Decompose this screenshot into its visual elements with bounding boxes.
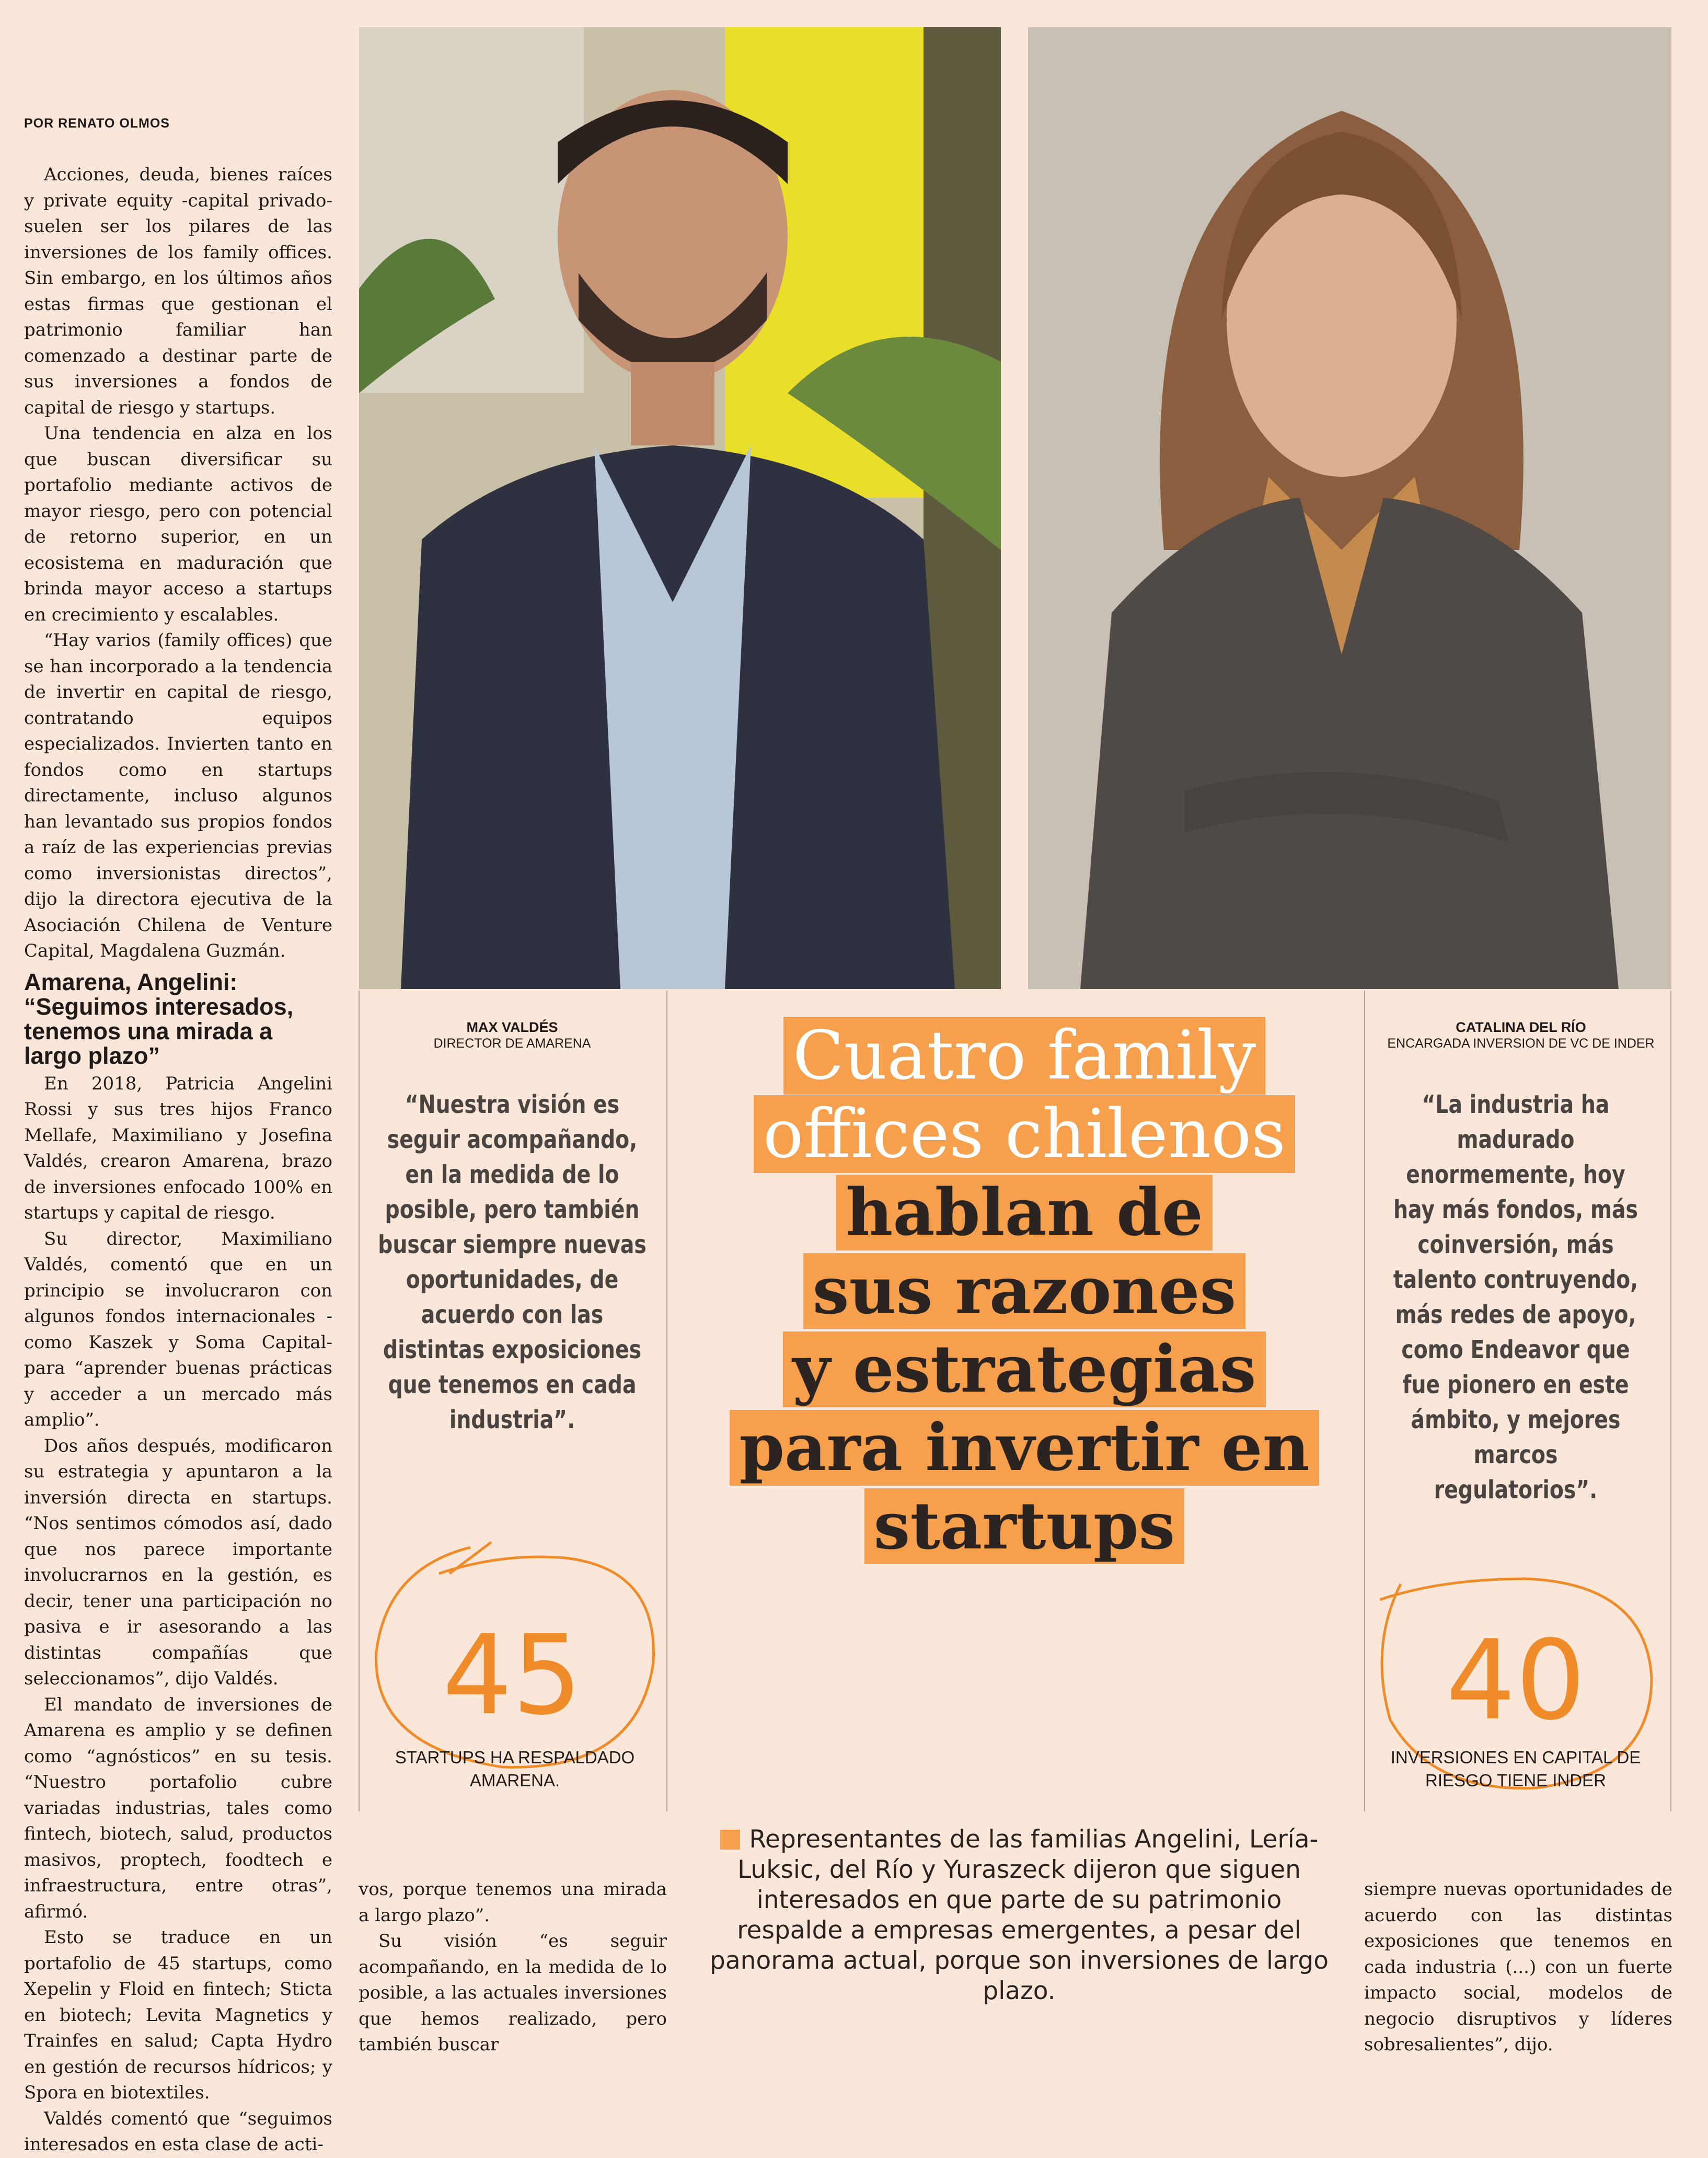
paragraph: El mandato de inversiones de Amarena es amplio y se definen como “agnósticos” en su tesis. “Nuestro portafolio cubre variadas industrias, tales como fintech, biotech, salud, productos masivos, proptech, foodtech e infraestructura, entre otras”, afirmó. (24, 1694, 332, 1922)
column-divider (666, 991, 667, 1811)
person-name: CATALINA DEL RÍO (1456, 1019, 1586, 1035)
photo-catalina-del-rio (1028, 27, 1671, 989)
stat-label-left: STARTUPS HA RESPALDADO AMARENA. (395, 1748, 635, 1790)
headline-line: hablan de (836, 1175, 1213, 1250)
person-role: DIRECTOR DE AMARENA (433, 1036, 591, 1051)
headline-line: para invertir en (730, 1410, 1319, 1486)
portrait-woman-illustration (1028, 27, 1671, 989)
summary-text: Representantes de las familias Angelini, Lería-Luksic, del Río y Yuraszeck dijeron que siguen interesados en que parte de su patrimonio respalde a empresas emergentes, a pesar del panorama actual, porque son inversiones de largo plazo. (710, 1825, 1329, 2005)
paragraph: “Hay varios (family offices) que se han incorporado a la tendencia de invertir en capital de riesgo, contratando equipos especializados. Invierten tanto en fondos como en startups directamente, incluso algunos han levantado sus propios fondos a raíz de las experiencias previas como inversionistas directos”, dijo la directora ejecutiva de la Asociación Chilena de Venture Capital, Magdalena Guzmán. (24, 630, 332, 961)
photo-max-valdes (359, 27, 1001, 989)
paragraph: Esto se traduce en un portafolio de 45 startups, como Xepelin y Floid en fintech; Sticta en biotech; Levita Magnetics y Trainfes en salud; Capta Hydro en gestión de recursos hídricos; y Spora en biotextiles. (24, 1927, 332, 2103)
paragraph: En 2018, Patricia Angelini Rossi y sus tres hijos Franco Mellafe, Maximiliano y Josefina Valdés, crearon Amarena, brazo de inversiones enfocado 100% en startups y capital de riesgo. (24, 1073, 332, 1223)
article-column-1 (24, 162, 332, 2158)
stat-number-left: 45 (442, 1611, 582, 1739)
headline-line: startups (864, 1488, 1185, 1564)
stat-label-right: INVERSIONES EN CAPITAL DE RIESGO TIENE INDER (1390, 1748, 1641, 1790)
paragraph: Valdés comentó que “seguimos interesados en esta clase de acti- (24, 2108, 332, 2155)
stat-number-right: 40 (1446, 1616, 1586, 1744)
paragraph: Su visión “es seguir acompañando, en la medida de lo posible, a las actuales inversiones que hemos realizado, pero también buscar (359, 1931, 667, 2055)
headline (679, 1017, 1369, 1566)
portrait-man-illustration (359, 27, 1001, 989)
paragraph: Dos años después, modificaron su estrategia y apuntaron a la inversión directa en startups. “Nos sentimos cómodos así, dado que nos parece importante involucrarnos en la gestión, es decir, tener una participación no pasiva e ir asesorando a las distintas compañías que seleccionamos”, dijo Valdés. (24, 1435, 332, 1689)
paragraph: Su director, Maximiliano Valdés, comentó que en un principio se involucraron con algunos fondos internacionales -como Kaszek y Soma Capital- para “aprender buenas prácticas y acceder a un mercado más amplio”. (24, 1228, 332, 1430)
paragraph: vos, porque tenemos una mirada a largo plazo”. (359, 1879, 667, 1926)
right-caption (1385, 1019, 1657, 1051)
headline-line: sus razones (803, 1253, 1246, 1329)
article-column-2-bottom (359, 1877, 667, 2058)
subheading: Amarena, Angelini: “Seguimos interesados, tenemos una mirada a largo plazo” (24, 968, 294, 1069)
summary-deck (706, 1824, 1333, 2006)
column-divider (1670, 991, 1671, 1811)
headline-line: y estrategias (783, 1331, 1265, 1407)
person-name: MAX VALDÉS (466, 1019, 558, 1035)
byline: POR RENATO OLMOS (24, 116, 170, 131)
right-pull-quote: “La industria ha madurado enormemente, hoy hay más fondos, más coinversión, más talento contruyendo, más redes de apoyo, como Endeavor que fue pionero en este ámbito, y mejores marcos regulatorios”. (1393, 1090, 1638, 1505)
left-pull-quote: “Nuestra visión es seguir acompañando, en la medida de lo posible, pero también buscar siempre nuevas oportunidades, de acuerdo con las distintas exposiciones que tenemos en cada industria”. (378, 1090, 647, 1434)
square-bullet-icon (720, 1830, 740, 1850)
headline-line: offices chilenos (754, 1095, 1295, 1173)
column-divider (359, 991, 360, 1811)
paragraph: Una tendencia en alza en los que buscan diversificar su portafolio mediante activos de mayor riesgo, pero con potencial de retorno superior, en un ecosistema en maduración que brinda mayor acceso a startups en crecimiento y escalables. (24, 423, 332, 625)
person-role: ENCARGADA INVERSION DE VC DE INDER (1387, 1036, 1655, 1051)
article-column-4-bottom (1364, 1877, 1672, 2058)
paragraph: Acciones, deuda, bienes raíces y private equity -capital privado- suelen ser los pilares de las inversiones de los family offices. Sin embargo, en los últimos años estas firmas que gestionan el patrimonio familiar han comenzado a destinar parte de sus inversiones a fondos de capital de riesgo y startups. (24, 164, 332, 418)
paragraph: siempre nuevas oportunidades de acuerdo con las distintas exposiciones que tenemos en cada industria (...) con un fuerte impacto social, modelos de negocio disruptivos y líderes sobresalientes”, dijo. (1364, 1879, 1672, 2055)
left-caption (366, 1019, 659, 1051)
headline-line: Cuatro family (783, 1017, 1265, 1095)
